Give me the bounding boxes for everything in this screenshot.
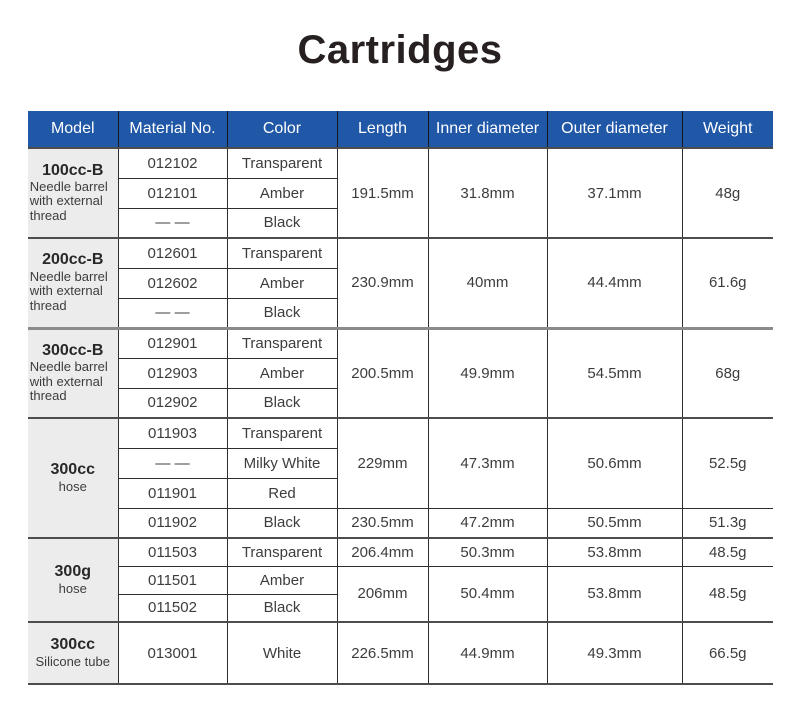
table-row bbox=[28, 328, 773, 358]
color-cell: Black bbox=[227, 508, 337, 538]
table-row bbox=[28, 622, 773, 684]
model-cell-300g-hose bbox=[28, 538, 118, 622]
material-no-cell: 011503 bbox=[118, 538, 227, 566]
material-no-cell: 012101 bbox=[118, 178, 227, 208]
weight-cell: 52.5g bbox=[682, 418, 773, 508]
col-header-outer-diameter: Outer diameter bbox=[547, 111, 682, 148]
table-row bbox=[28, 508, 773, 538]
outer-diameter-cell: 50.6mm bbox=[547, 418, 682, 508]
inner-diameter-cell: 47.3mm bbox=[428, 418, 547, 508]
cartridges-spec-table bbox=[28, 111, 773, 685]
table-row bbox=[28, 238, 773, 268]
color-cell: Transparent bbox=[227, 238, 337, 268]
length-cell: 229mm bbox=[337, 418, 428, 508]
material-no-cell: 012903 bbox=[118, 358, 227, 388]
col-header-inner-diameter: Inner diameter bbox=[428, 111, 547, 148]
color-cell: Amber bbox=[227, 268, 337, 298]
inner-diameter-cell: 40mm bbox=[428, 238, 547, 328]
inner-diameter-cell: 50.3mm bbox=[428, 538, 547, 566]
model-name: 300cc bbox=[50, 635, 95, 653]
color-cell: Amber bbox=[227, 178, 337, 208]
color-cell: Black bbox=[227, 388, 337, 418]
length-cell: 230.9mm bbox=[337, 238, 428, 328]
color-cell: Transparent bbox=[227, 538, 337, 566]
weight-cell: 66.5g bbox=[682, 622, 773, 684]
page-title: Cartridges bbox=[297, 28, 503, 72]
outer-diameter-cell: 37.1mm bbox=[547, 148, 682, 238]
model-name: 300g bbox=[54, 562, 91, 580]
table-row bbox=[28, 148, 773, 178]
outer-diameter-cell: 53.8mm bbox=[547, 566, 682, 622]
model-description: Needle barrel with external thread bbox=[29, 178, 108, 223]
material-no-cell: 012601 bbox=[118, 238, 227, 268]
model-cell-300cc-silicone-tube bbox=[28, 622, 118, 684]
length-cell: 206mm bbox=[337, 566, 428, 622]
inner-diameter-cell: 47.2mm bbox=[428, 508, 547, 538]
color-cell: Black bbox=[227, 298, 337, 328]
color-cell: Red bbox=[227, 478, 337, 508]
outer-diameter-cell: 54.5mm bbox=[547, 328, 682, 418]
weight-cell: 61.6g bbox=[682, 238, 773, 328]
color-cell: White bbox=[227, 622, 337, 684]
weight-cell: 48.5g bbox=[682, 538, 773, 566]
weight-cell: 68g bbox=[682, 328, 773, 418]
color-cell: Black bbox=[227, 594, 337, 622]
length-cell: 226.5mm bbox=[337, 622, 428, 684]
material-no-cell: 012602 bbox=[118, 268, 227, 298]
model-cell-300cc-b-needle-barrel-with-external-thread bbox=[28, 328, 118, 418]
col-header-weight: Weight bbox=[682, 111, 773, 148]
col-header-model: Model bbox=[28, 111, 118, 148]
model-cell-100cc-b-needle-barrel-with-external-thread bbox=[28, 148, 118, 238]
length-cell: 191.5mm bbox=[337, 148, 428, 238]
material-no-cell: — — bbox=[118, 448, 227, 478]
model-description: Needle barrel with external thread bbox=[29, 268, 108, 313]
material-no-cell: — — bbox=[118, 298, 227, 328]
color-cell: Transparent bbox=[227, 328, 337, 358]
table-row bbox=[28, 418, 773, 448]
color-cell: Black bbox=[227, 208, 337, 238]
weight-cell: 51.3g bbox=[682, 508, 773, 538]
inner-diameter-cell: 31.8mm bbox=[428, 148, 547, 238]
weight-cell: 48g bbox=[682, 148, 773, 238]
model-name: 300cc bbox=[50, 460, 95, 478]
color-cell: Transparent bbox=[227, 418, 337, 448]
model-description: hose bbox=[58, 580, 87, 596]
model-name: 100cc-B bbox=[42, 161, 104, 179]
outer-diameter-cell: 50.5mm bbox=[547, 508, 682, 538]
model-description: hose bbox=[58, 478, 87, 494]
model-description: Needle barrel with external thread bbox=[29, 359, 108, 404]
col-header-material-no: Material No. bbox=[118, 111, 227, 148]
color-cell: Amber bbox=[227, 566, 337, 594]
model-description: Silicone tube bbox=[35, 653, 110, 669]
material-no-cell: 012102 bbox=[118, 148, 227, 178]
material-no-cell: 011903 bbox=[118, 418, 227, 448]
length-cell: 206.4mm bbox=[337, 538, 428, 566]
outer-diameter-cell: 53.8mm bbox=[547, 538, 682, 566]
material-no-cell: 012902 bbox=[118, 388, 227, 418]
color-cell: Milky White bbox=[227, 448, 337, 478]
material-no-cell: — — bbox=[118, 208, 227, 238]
material-no-cell: 011501 bbox=[118, 566, 227, 594]
material-no-cell: 011502 bbox=[118, 594, 227, 622]
inner-diameter-cell: 49.9mm bbox=[428, 328, 547, 418]
inner-diameter-cell: 44.9mm bbox=[428, 622, 547, 684]
material-no-cell: 012901 bbox=[118, 328, 227, 358]
table-header-row bbox=[28, 111, 773, 148]
material-no-cell: 011901 bbox=[118, 478, 227, 508]
material-no-cell: 011902 bbox=[118, 508, 227, 538]
table-row bbox=[28, 538, 773, 566]
model-cell-300cc-hose bbox=[28, 418, 118, 538]
material-no-cell: 013001 bbox=[118, 622, 227, 684]
inner-diameter-cell: 50.4mm bbox=[428, 566, 547, 622]
model-name: 300cc-B bbox=[42, 341, 104, 359]
outer-diameter-cell: 44.4mm bbox=[547, 238, 682, 328]
color-cell: Transparent bbox=[227, 148, 337, 178]
color-cell: Amber bbox=[227, 358, 337, 388]
length-cell: 230.5mm bbox=[337, 508, 428, 538]
col-header-length: Length bbox=[337, 111, 428, 148]
table-row bbox=[28, 566, 773, 594]
length-cell: 200.5mm bbox=[337, 328, 428, 418]
outer-diameter-cell: 49.3mm bbox=[547, 622, 682, 684]
model-cell-200cc-b-needle-barrel-with-external-thread bbox=[28, 238, 118, 328]
col-header-color: Color bbox=[227, 111, 337, 148]
model-name: 200cc-B bbox=[42, 251, 104, 269]
weight-cell: 48.5g bbox=[682, 566, 773, 622]
